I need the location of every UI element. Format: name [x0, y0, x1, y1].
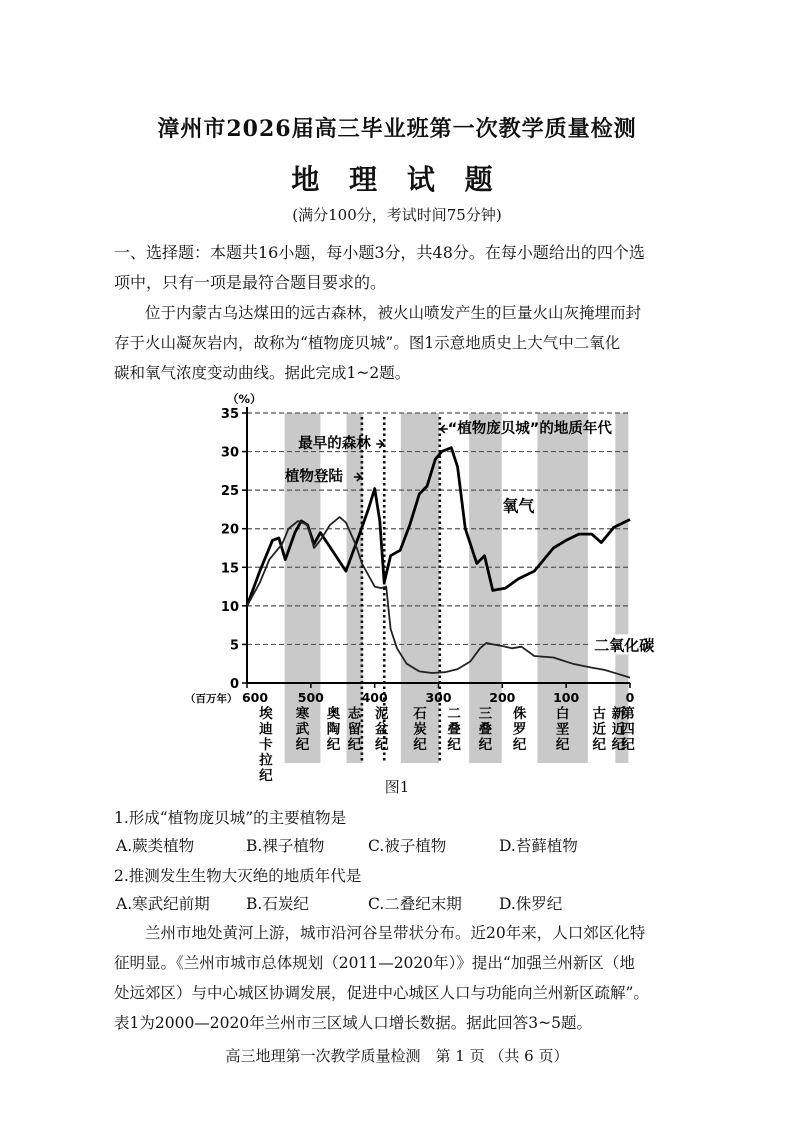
- y-tick-label-25: 25: [220, 484, 239, 500]
- section-heading-line-1: 一、选择题：本题共16小题，每小题3分，共48分。在每小题给出的四个选: [114, 243, 645, 262]
- exam-title: 漳州市2026届高三毕业班第一次教学质量检测: [157, 116, 637, 142]
- q1-option-a: A.蕨类植物: [116, 837, 195, 855]
- q2-option-c: C.二叠纪末期: [368, 895, 462, 913]
- period-label-9: 侏罗纪: [512, 706, 527, 753]
- period-label-1: 埃迪卡拉纪: [259, 706, 273, 784]
- passage-1: [114, 298, 704, 388]
- y-tick-label-15: 15: [220, 561, 239, 577]
- passage-1-line-3: 碳和氧气浓度变动曲线。据此完成1~2题。: [114, 364, 411, 382]
- score-time-note: (满分100分，考试时间75分钟): [292, 206, 502, 224]
- passage-2: [114, 918, 704, 1038]
- period-label-2: 寒武纪: [295, 706, 310, 753]
- section-heading-line-2: 项中，只有一项是最符合题目要求的。: [114, 273, 387, 292]
- period-label-12: 新近纪: [611, 706, 626, 753]
- question-1-options: [114, 834, 674, 858]
- y-tick-label-5: 5: [229, 638, 239, 654]
- passage-1-line-1: 位于内蒙古乌达煤田的远古森林，被火山喷发产生的巨量火山灰掩埋而封: [145, 304, 642, 322]
- period-label-6: 石炭纪: [413, 706, 427, 753]
- subject-title: 地 理 试 题: [291, 163, 503, 196]
- annotation-3: [448, 419, 613, 437]
- passage-2-line-3: 处远郊区）与中心城区协调发展，促进中心城区人口与功能向兰州新区疏解”。: [114, 984, 649, 1002]
- period-label-8: 三叠纪: [478, 706, 493, 753]
- q2-option-b: B.石炭纪: [246, 895, 309, 913]
- figure-caption: 图1: [384, 778, 410, 796]
- passage-1-line-2: 存于火山凝灰岩内，故称为“植物庞贝城”。图1示意地质史上大气中二氧化: [114, 334, 621, 352]
- y-tick-label-35: 35: [220, 407, 239, 422]
- period-label-11: 古近纪: [592, 706, 607, 753]
- x-axis-unit-label: （百万年）: [185, 693, 238, 705]
- annotation-text-3: “植物庞贝城”的地质年代: [447, 421, 612, 437]
- section-heading: [114, 238, 704, 298]
- page-footer: 高三地理第一次教学质量检测 第 1 页 （共 6 页）: [225, 1047, 569, 1065]
- question-2: [114, 864, 674, 916]
- question-2-stem: 2.推测发生生物大灭绝的地质年代是: [114, 867, 362, 885]
- oxygen-series-label: 氧气: [502, 496, 535, 516]
- annotation-2: [285, 467, 343, 485]
- period-label-3: 奥陶纪: [326, 706, 341, 753]
- annotation-arrow-3: [441, 425, 448, 433]
- q1-option-d: D.苔藓植物: [499, 837, 578, 855]
- x-tick-label-0: 0: [625, 690, 635, 705]
- y-tick-label-0: 0: [229, 677, 239, 692]
- x-tick-label-600: 600: [241, 690, 269, 705]
- q1-option-b: B.裸子植物: [246, 837, 325, 855]
- annotation-text-1: 最早的森林: [298, 436, 371, 452]
- x-tick-label-200: 200: [489, 690, 516, 705]
- period-label-10: 白垩纪: [555, 706, 570, 753]
- q2-option-d: D.侏罗纪: [499, 895, 563, 913]
- q2-option-a: A.寒武纪前期: [116, 895, 210, 913]
- period-label-4: 志留纪: [347, 706, 362, 753]
- question-2-options: [114, 892, 674, 916]
- passage-2-line-4: 表1为2000—2020年兰州市三区域人口增长数据。据此回答3~5题。: [114, 1014, 592, 1032]
- y-tick-label-30: 30: [220, 445, 239, 461]
- y-axis-label: （%）: [227, 392, 262, 406]
- period-label-5: 泥盆纪: [374, 706, 389, 753]
- x-tick-label-400: 400: [361, 690, 388, 705]
- x-tick-label-500: 500: [297, 690, 324, 705]
- x-tick-label-100: 100: [553, 690, 580, 705]
- question-1: [114, 806, 674, 858]
- co2-o2-chart: [185, 385, 655, 785]
- co2-series-label: 二氧化碳: [594, 636, 655, 655]
- x-tick-label-300: 300: [425, 690, 452, 705]
- q1-option-c: C.被子植物: [368, 837, 447, 855]
- period-label-7: 二叠纪: [447, 706, 461, 753]
- question-1-stem: 1.形成“植物庞贝城”的主要植物是: [114, 809, 347, 827]
- passage-2-line-1: 兰州市地处黄河上游，城市沿河谷呈带状分布。近20年来，人口郊区化特: [145, 924, 646, 942]
- passage-2-line-2: 征明显。《兰州市城市总体规划（2011—2020年）》提出“加强兰州新区（地: [114, 954, 635, 972]
- annotation-arrow-1: [376, 440, 383, 448]
- y-tick-label-10: 10: [220, 599, 239, 615]
- y-tick-label-20: 20: [220, 522, 239, 538]
- x-tick-labels: [242, 690, 635, 705]
- annotation-1: [298, 434, 371, 452]
- annotation-text-2: 植物登陆: [284, 469, 343, 485]
- period-label-13: 第四纪: [621, 706, 635, 753]
